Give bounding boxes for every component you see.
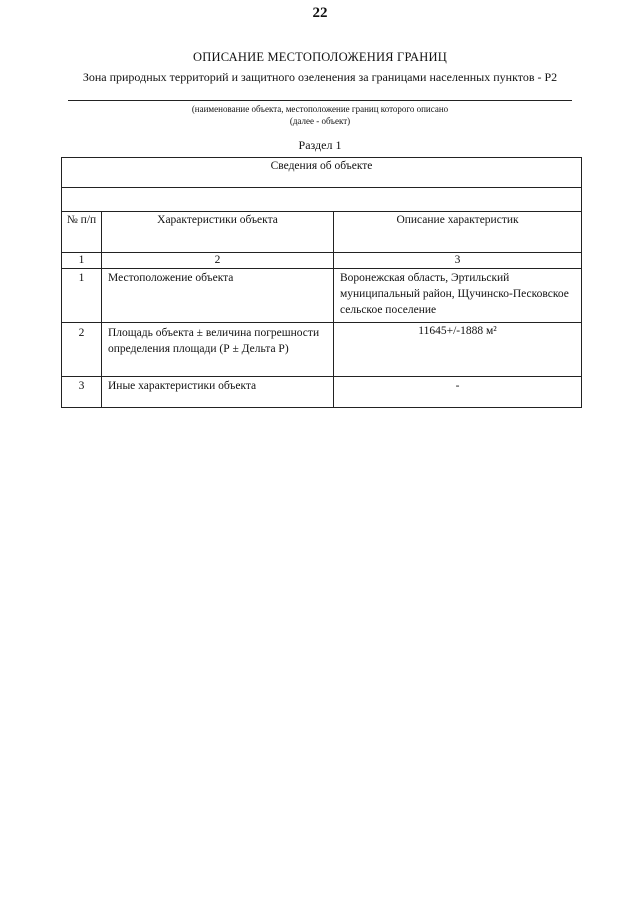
section-title: Раздел 1 <box>298 138 342 152</box>
object-caption-line-2: (далее - объект) <box>289 116 351 126</box>
table-col-numbers-row <box>62 253 582 269</box>
table-row <box>62 377 582 408</box>
col-number-3: 3 <box>334 253 582 269</box>
row-description: 11645+/-1888 м² <box>334 323 582 377</box>
table-row <box>62 323 582 377</box>
document-title: ОПИСАНИЕ МЕСТОПОЛОЖЕНИЯ ГРАНИЦ <box>193 50 447 64</box>
table-header-row <box>62 212 582 253</box>
table-heading: Сведения об объекте <box>62 158 582 188</box>
row-description: Воронежская область, Эртильский муниципальный район, Щучинско-Песковское сельское поселение <box>334 269 582 323</box>
col-number-2: 2 <box>102 253 334 269</box>
object-caption-line-1: (наименование объекта, местоположение границ которого описано <box>191 104 449 114</box>
row-characteristic: Местоположение объекта <box>102 269 334 323</box>
object-name-underline <box>68 100 572 101</box>
row-number: 2 <box>62 323 102 377</box>
col-number-1: 1 <box>62 253 102 269</box>
object-name: Зона природных территорий и защитного озеленения за границами населенных пунктов - Р2 <box>82 70 558 84</box>
row-number: 3 <box>62 377 102 408</box>
row-characteristic: Иные характеристики объекта <box>102 377 334 408</box>
col-header-description: Описание характеристик <box>334 212 582 253</box>
col-header-number: № п/п <box>62 212 102 253</box>
col-header-characteristic: Характеристики объекта <box>102 212 334 253</box>
table-spacer-row <box>62 188 582 212</box>
row-number: 1 <box>62 269 102 323</box>
page-number: 22 <box>312 5 328 21</box>
row-characteristic: Площадь объекта ± величина погрешности определения площади (Р ± Дельта Р) <box>102 323 334 377</box>
object-info-table <box>61 157 582 408</box>
object-caption <box>68 103 572 127</box>
table-row <box>62 269 582 323</box>
table-heading-row <box>62 158 582 188</box>
table-spacer <box>62 188 582 212</box>
row-description: - <box>334 377 582 408</box>
